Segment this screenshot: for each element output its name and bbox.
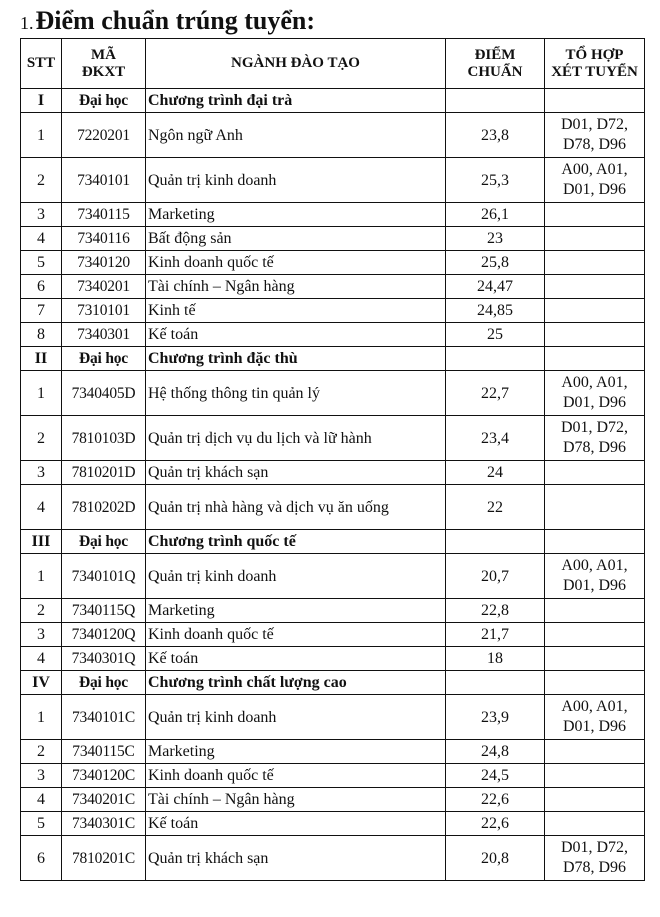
header-code <box>62 39 146 89</box>
row-combo <box>545 371 645 416</box>
row-stt: 3 <box>21 461 62 485</box>
row-combo-line1: D01, D72, <box>560 116 629 133</box>
row-code: 7340116 <box>62 227 146 251</box>
row-code: 7340301C <box>62 812 146 836</box>
row-stt: 2 <box>21 740 62 764</box>
row-stt: 4 <box>21 227 62 251</box>
row-combo-line1: D01, D72, <box>560 839 629 856</box>
row-code: 7340120 <box>62 251 146 275</box>
row-combo-line2: D01, D96 <box>562 394 627 411</box>
row-combo <box>545 764 645 788</box>
section-roman: IV <box>21 671 62 695</box>
row-combo <box>545 695 645 740</box>
row-score: 22,7 <box>446 371 545 416</box>
header-combo-line2: XÉT TUYỂN <box>551 63 638 80</box>
row-combo <box>545 623 645 647</box>
row-combo <box>545 113 645 158</box>
row-combo-line1: A00, A01, <box>561 161 628 178</box>
table-row <box>21 203 645 227</box>
row-code: 7340120Q <box>62 623 146 647</box>
row-stt: 2 <box>21 158 62 203</box>
table-header-row <box>21 39 645 89</box>
row-stt: 1 <box>21 113 62 158</box>
row-code: 7310101 <box>62 299 146 323</box>
table-row <box>21 461 645 485</box>
section-row <box>21 347 645 371</box>
header-score-line2: CHUẨN <box>467 63 523 80</box>
row-stt: 3 <box>21 203 62 227</box>
row-stt: 4 <box>21 647 62 671</box>
row-major: Kế toán <box>146 323 446 347</box>
row-code: 7340301Q <box>62 647 146 671</box>
cut-off-text-line <box>20 905 644 917</box>
row-combo-line2: D01, D96 <box>562 577 627 594</box>
header-code-line2: ĐKXT <box>81 63 126 80</box>
row-major: Quản trị dịch vụ du lịch và lữ hành <box>146 416 446 461</box>
section-program: Chương trình đại trà <box>146 89 446 113</box>
row-major: Quản trị kinh doanh <box>146 554 446 599</box>
row-combo-line1: D01, D72, <box>560 419 629 436</box>
row-major: Kế toán <box>146 812 446 836</box>
row-score: 25 <box>446 323 545 347</box>
row-code: 7340201C <box>62 788 146 812</box>
row-combo <box>545 788 645 812</box>
row-combo <box>545 251 645 275</box>
section-roman: I <box>21 89 62 113</box>
row-combo <box>545 485 645 530</box>
table-row <box>21 323 645 347</box>
row-score: 22,8 <box>446 599 545 623</box>
row-combo <box>545 836 645 881</box>
row-combo-line2: D01, D96 <box>562 718 627 735</box>
row-combo-line2: D01, D96 <box>562 181 627 198</box>
row-score: 24,5 <box>446 764 545 788</box>
row-code: 7810103D <box>62 416 146 461</box>
row-major: Hệ thống thông tin quản lý <box>146 371 446 416</box>
table-row <box>21 416 645 461</box>
section-heading <box>20 4 315 40</box>
row-combo <box>545 599 645 623</box>
row-score: 24,8 <box>446 740 545 764</box>
row-combo-line2: D78, D96 <box>562 136 627 153</box>
row-code: 7340101 <box>62 158 146 203</box>
table-row <box>21 371 645 416</box>
row-major: Marketing <box>146 740 446 764</box>
row-major: Tài chính – Ngân hàng <box>146 788 446 812</box>
section-level: Đại học <box>62 89 146 113</box>
section-row <box>21 671 645 695</box>
row-code: 7340101C <box>62 695 146 740</box>
table-row <box>21 623 645 647</box>
row-major: Ngôn ngữ Anh <box>146 113 446 158</box>
row-combo <box>545 554 645 599</box>
row-score: 25,3 <box>446 158 545 203</box>
row-score: 23 <box>446 227 545 251</box>
row-score: 25,8 <box>446 251 545 275</box>
row-score: 24 <box>446 461 545 485</box>
table-row <box>21 299 645 323</box>
row-combo <box>545 461 645 485</box>
row-stt: 4 <box>21 788 62 812</box>
row-stt: 6 <box>21 836 62 881</box>
row-major: Marketing <box>146 599 446 623</box>
row-major: Quản trị kinh doanh <box>146 158 446 203</box>
table-row <box>21 554 645 599</box>
row-code: 7810201C <box>62 836 146 881</box>
row-score: 18 <box>446 647 545 671</box>
header-combo <box>545 39 645 89</box>
row-combo <box>545 416 645 461</box>
row-combo <box>545 647 645 671</box>
row-major: Kinh tế <box>146 299 446 323</box>
row-stt: 3 <box>21 623 62 647</box>
row-score: 24,47 <box>446 275 545 299</box>
row-major: Quản trị khách sạn <box>146 836 446 881</box>
row-major: Marketing <box>146 203 446 227</box>
row-stt: 5 <box>21 251 62 275</box>
section-row <box>21 530 645 554</box>
row-major: Quản trị nhà hàng và dịch vụ ăn uống <box>146 485 446 530</box>
row-code: 7220201 <box>62 113 146 158</box>
header-major: NGÀNH ĐÀO TẠO <box>146 39 446 89</box>
row-major: Kinh doanh quốc tế <box>146 623 446 647</box>
row-code: 7340405D <box>62 371 146 416</box>
section-level: Đại học <box>62 347 146 371</box>
row-score: 23,8 <box>446 113 545 158</box>
row-code: 7810201D <box>62 461 146 485</box>
row-score: 21,7 <box>446 623 545 647</box>
section-roman: II <box>21 347 62 371</box>
section-combo-empty <box>545 530 645 554</box>
row-combo <box>545 812 645 836</box>
header-code-line1: MÃ <box>91 46 116 63</box>
table-row <box>21 788 645 812</box>
row-combo <box>545 740 645 764</box>
row-combo <box>545 227 645 251</box>
section-score-empty <box>446 89 545 113</box>
section-combo-empty <box>545 671 645 695</box>
section-roman: III <box>21 530 62 554</box>
header-combo-line1: TỔ HỢP <box>565 46 624 63</box>
table-row <box>21 836 645 881</box>
header-stt: STT <box>21 39 62 89</box>
section-row <box>21 89 645 113</box>
header-score-line1: ĐIỂM <box>474 46 516 63</box>
row-stt: 4 <box>21 485 62 530</box>
row-code: 7340120C <box>62 764 146 788</box>
row-combo <box>545 158 645 203</box>
table-row <box>21 740 645 764</box>
row-combo <box>545 275 645 299</box>
section-level: Đại học <box>62 671 146 695</box>
row-combo <box>545 323 645 347</box>
row-stt: 1 <box>21 554 62 599</box>
section-combo-empty <box>545 89 645 113</box>
table-row <box>21 275 645 299</box>
admission-scores-table <box>20 38 645 881</box>
row-combo-line2: D78, D96 <box>562 859 627 876</box>
row-score: 22,6 <box>446 788 545 812</box>
section-score-empty <box>446 347 545 371</box>
table-body <box>21 89 645 881</box>
table-row <box>21 113 645 158</box>
row-combo <box>545 299 645 323</box>
row-code: 7340201 <box>62 275 146 299</box>
row-score: 20,7 <box>446 554 545 599</box>
table-row <box>21 695 645 740</box>
table-row <box>21 599 645 623</box>
heading-number: 1. <box>20 13 34 33</box>
row-major: Tài chính – Ngân hàng <box>146 275 446 299</box>
row-stt: 6 <box>21 275 62 299</box>
table-row <box>21 227 645 251</box>
row-major: Kinh doanh quốc tế <box>146 764 446 788</box>
row-major: Quản trị kinh doanh <box>146 695 446 740</box>
header-score <box>446 39 545 89</box>
row-combo-line1: A00, A01, <box>561 698 628 715</box>
table-row <box>21 812 645 836</box>
table-row <box>21 485 645 530</box>
section-score-empty <box>446 530 545 554</box>
row-score: 23,9 <box>446 695 545 740</box>
row-code: 7340115C <box>62 740 146 764</box>
row-combo-line1: A00, A01, <box>561 557 628 574</box>
row-major: Kinh doanh quốc tế <box>146 251 446 275</box>
table-row <box>21 764 645 788</box>
row-combo-line1: A00, A01, <box>561 374 628 391</box>
section-program: Chương trình quốc tế <box>146 530 446 554</box>
row-score: 22 <box>446 485 545 530</box>
row-score: 22,6 <box>446 812 545 836</box>
row-stt: 1 <box>21 695 62 740</box>
row-code: 7340115Q <box>62 599 146 623</box>
row-score: 26,1 <box>446 203 545 227</box>
row-stt: 3 <box>21 764 62 788</box>
row-code: 7340101Q <box>62 554 146 599</box>
row-stt: 2 <box>21 599 62 623</box>
table-row <box>21 251 645 275</box>
row-major: Bất động sản <box>146 227 446 251</box>
row-combo <box>545 203 645 227</box>
heading-title: Điểm chuẩn trúng tuyển: <box>35 6 316 35</box>
section-combo-empty <box>545 347 645 371</box>
table-row <box>21 158 645 203</box>
section-score-empty <box>446 671 545 695</box>
row-code: 7810202D <box>62 485 146 530</box>
row-combo-line2: D78, D96 <box>562 439 627 456</box>
row-major: Quản trị khách sạn <box>146 461 446 485</box>
row-code: 7340115 <box>62 203 146 227</box>
row-stt: 1 <box>21 371 62 416</box>
row-stt: 2 <box>21 416 62 461</box>
row-score: 24,85 <box>446 299 545 323</box>
row-stt: 7 <box>21 299 62 323</box>
row-score: 23,4 <box>446 416 545 461</box>
section-program: Chương trình đặc thù <box>146 347 446 371</box>
row-code: 7340301 <box>62 323 146 347</box>
section-level: Đại học <box>62 530 146 554</box>
row-stt: 5 <box>21 812 62 836</box>
row-major: Kế toán <box>146 647 446 671</box>
section-program: Chương trình chất lượng cao <box>146 671 446 695</box>
table-row <box>21 647 645 671</box>
row-stt: 8 <box>21 323 62 347</box>
row-score: 20,8 <box>446 836 545 881</box>
